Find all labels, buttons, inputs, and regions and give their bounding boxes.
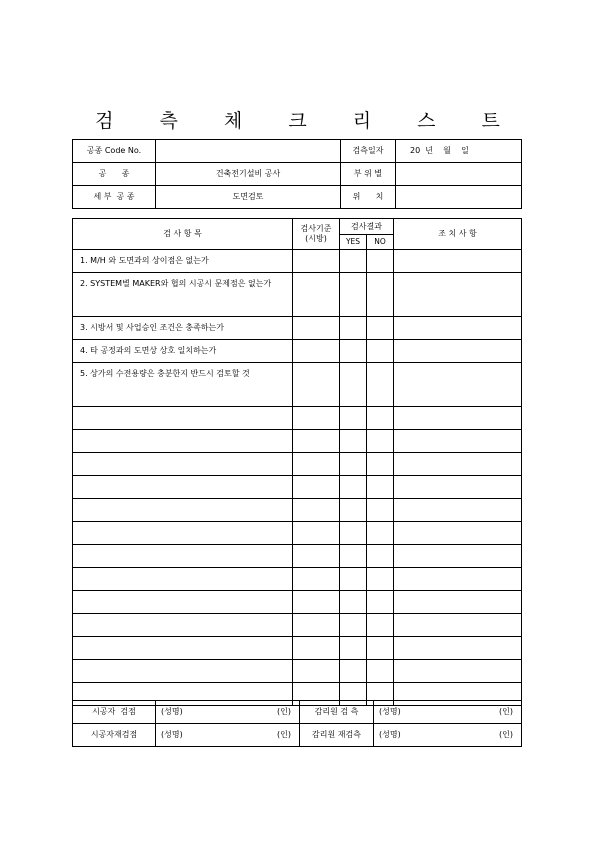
yes-cell[interactable] [340, 363, 367, 407]
checklist-header-row [73, 219, 522, 235]
standard-cell[interactable] [293, 407, 340, 430]
check-item[interactable] [73, 453, 293, 476]
no-cell[interactable] [367, 250, 394, 273]
standard-cell[interactable] [293, 499, 340, 522]
empty-row [73, 568, 522, 591]
no-cell[interactable] [367, 568, 394, 591]
check-item[interactable] [73, 407, 293, 430]
empty-row [73, 407, 522, 430]
col-result-header: 검사결과 [340, 219, 394, 235]
check-item[interactable] [73, 614, 293, 637]
table-row [73, 340, 522, 363]
header-row [73, 163, 522, 186]
action-cell[interactable] [394, 430, 522, 453]
empty-row [73, 637, 522, 660]
col-action-header: 조 치 사 항 [394, 219, 522, 250]
check-item[interactable] [73, 637, 293, 660]
yes-cell[interactable] [340, 568, 367, 591]
contractor-name-field[interactable]: (성명) [156, 701, 222, 724]
col-no-header: NO [367, 235, 394, 250]
action-cell[interactable] [394, 250, 522, 273]
date-label: 검측일자 [341, 140, 396, 163]
no-cell[interactable] [367, 522, 394, 545]
no-cell[interactable] [367, 476, 394, 499]
empty-row [73, 591, 522, 614]
action-cell[interactable] [394, 453, 522, 476]
check-item[interactable] [73, 660, 293, 683]
no-cell[interactable] [367, 660, 394, 683]
contractor-seal[interactable]: (인) [222, 701, 300, 724]
empty-row [73, 614, 522, 637]
standard-cell[interactable] [293, 568, 340, 591]
empty-row [73, 453, 522, 476]
check-item[interactable] [73, 476, 293, 499]
no-cell[interactable] [367, 614, 394, 637]
empty-row [73, 522, 522, 545]
yes-cell[interactable] [340, 614, 367, 637]
no-cell[interactable] [367, 453, 394, 476]
action-cell[interactable] [394, 407, 522, 430]
col-yes-header: YES [340, 235, 367, 250]
check-item: 3. 시방서 및 사업승인 조건은 충족하는가 [73, 317, 293, 340]
action-cell[interactable] [394, 545, 522, 568]
empty-row [73, 545, 522, 568]
check-item: 4. 타 공정과의 도면상 상호 일치하는가 [73, 340, 293, 363]
no-cell[interactable] [367, 430, 394, 453]
check-item[interactable] [73, 522, 293, 545]
standard-cell[interactable] [293, 340, 340, 363]
no-cell[interactable] [367, 363, 394, 407]
table-row [73, 273, 522, 317]
action-cell[interactable] [394, 340, 522, 363]
yes-cell[interactable] [340, 273, 367, 317]
detail-label: 세 부 공 종 [73, 186, 156, 209]
yes-cell[interactable] [340, 476, 367, 499]
action-cell[interactable] [394, 499, 522, 522]
action-cell[interactable] [394, 637, 522, 660]
supervisor-name-field[interactable]: (성명) [374, 724, 444, 747]
no-cell[interactable] [367, 499, 394, 522]
table-row [73, 363, 522, 407]
yes-cell[interactable] [340, 407, 367, 430]
action-cell[interactable] [394, 273, 522, 317]
supervisor-name-field[interactable]: (성명) [374, 701, 444, 724]
yes-cell[interactable] [340, 430, 367, 453]
dept-label: 부 위 별 [341, 163, 396, 186]
no-cell[interactable] [367, 407, 394, 430]
standard-cell[interactable] [293, 273, 340, 317]
check-item[interactable] [73, 545, 293, 568]
yes-cell[interactable] [340, 660, 367, 683]
yes-cell[interactable] [340, 340, 367, 363]
standard-cell[interactable] [293, 453, 340, 476]
empty-row [73, 499, 522, 522]
empty-row [73, 430, 522, 453]
action-cell[interactable] [394, 591, 522, 614]
work-value[interactable]: 건축전기설비 공사 [156, 163, 341, 186]
supervisor-seal[interactable]: (인) [444, 701, 522, 724]
col-standard-header: 검사기준 (시방) [293, 219, 340, 250]
check-item[interactable] [73, 430, 293, 453]
header-info-table [72, 139, 522, 209]
no-cell[interactable] [367, 591, 394, 614]
yes-cell[interactable] [340, 591, 367, 614]
code-value[interactable] [156, 140, 341, 163]
action-cell[interactable] [394, 363, 522, 407]
check-item: 5. 상가의 수전용량은 충분한지 반드시 검토할 것 [73, 363, 293, 407]
header-row [73, 186, 522, 209]
standard-cell[interactable] [293, 591, 340, 614]
contractor-seal[interactable]: (인) [222, 724, 300, 747]
action-cell[interactable] [394, 660, 522, 683]
contractor-inspect-label: 시공자 검점 [73, 701, 156, 724]
standard-cell[interactable] [293, 660, 340, 683]
contractor-reinspect-label: 시공자재검점 [73, 724, 156, 747]
yes-cell[interactable] [340, 637, 367, 660]
action-cell[interactable] [394, 522, 522, 545]
action-cell[interactable] [394, 614, 522, 637]
no-cell[interactable] [367, 545, 394, 568]
checklist-table [72, 218, 522, 706]
check-item[interactable] [73, 591, 293, 614]
no-cell[interactable] [367, 637, 394, 660]
col-item-header: 검 사 항 목 [73, 219, 293, 250]
yes-cell[interactable] [340, 499, 367, 522]
supervisor-inspect-label: 감리원 검 측 [300, 701, 374, 724]
contractor-name-field[interactable]: (성명) [156, 724, 222, 747]
standard-cell[interactable] [293, 637, 340, 660]
signature-row [73, 724, 522, 747]
table-row [73, 317, 522, 340]
dept-value[interactable] [396, 163, 522, 186]
standard-cell[interactable] [293, 614, 340, 637]
no-cell[interactable] [367, 340, 394, 363]
check-item[interactable] [73, 568, 293, 591]
page-title: 검 측 체 크 리 스 트 [95, 110, 520, 132]
standard-cell[interactable] [293, 545, 340, 568]
standard-cell[interactable] [293, 250, 340, 273]
yes-cell[interactable] [340, 317, 367, 340]
work-label: 공 종 [73, 163, 156, 186]
date-value[interactable]: 20 년 월 일 [396, 140, 522, 163]
code-label: 공종 Code No. [73, 140, 156, 163]
no-cell[interactable] [367, 317, 394, 340]
header-row [73, 140, 522, 163]
yes-cell[interactable] [340, 545, 367, 568]
yes-cell[interactable] [340, 250, 367, 273]
check-item[interactable] [73, 499, 293, 522]
supervisor-reinspect-label: 감리원 재검측 [300, 724, 374, 747]
yes-cell[interactable] [340, 522, 367, 545]
action-cell[interactable] [394, 317, 522, 340]
standard-cell[interactable] [293, 317, 340, 340]
action-cell[interactable] [394, 568, 522, 591]
location-label: 위 치 [341, 186, 396, 209]
yes-cell[interactable] [340, 453, 367, 476]
table-row [73, 250, 522, 273]
location-value[interactable] [396, 186, 522, 209]
empty-row [73, 660, 522, 683]
supervisor-seal[interactable]: (인) [444, 724, 522, 747]
action-cell[interactable] [394, 476, 522, 499]
standard-cell[interactable] [293, 430, 340, 453]
standard-cell[interactable] [293, 522, 340, 545]
signature-row [73, 701, 522, 724]
standard-cell[interactable] [293, 363, 340, 407]
standard-cell[interactable] [293, 476, 340, 499]
detail-value[interactable]: 도면검토 [156, 186, 341, 209]
check-item: 1. M/H 와 도면과의 상이점은 없는가 [73, 250, 293, 273]
check-item: 2. SYSTEM별 MAKER와 협의 시공시 문제점은 없는가 [73, 273, 293, 317]
no-cell[interactable] [367, 273, 394, 317]
signature-table [72, 700, 522, 747]
empty-row [73, 476, 522, 499]
